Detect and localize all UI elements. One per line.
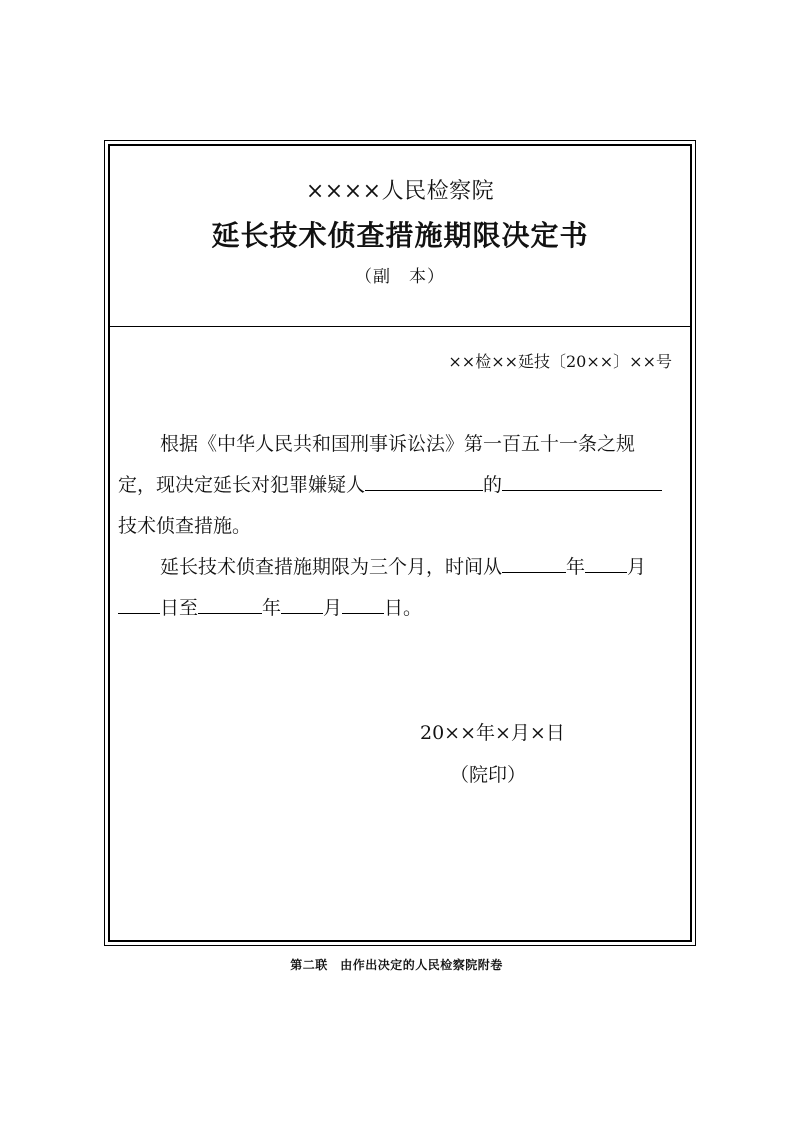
end-month-blank[interactable]: [281, 591, 323, 614]
legal-basis-text: 根据《中华人民共和国刑事诉讼法》第一百五十一条之规: [160, 433, 636, 455]
start-month-label: 月: [627, 556, 647, 578]
form-frame: [104, 140, 696, 946]
body-line-1: [118, 424, 692, 465]
start-year-blank[interactable]: [502, 550, 566, 573]
body-line-2: [118, 465, 692, 506]
end-year-blank[interactable]: [198, 591, 262, 614]
measure-type-blank[interactable]: [502, 468, 662, 491]
signature-date: 20××年×月×日: [420, 722, 565, 744]
measure-text: 技术侦查措施。: [118, 515, 252, 537]
particle-text: 的: [483, 474, 503, 496]
period-text: 延长技术侦查措施期限为三个月，时间从: [160, 556, 503, 578]
end-month-label: 月: [323, 597, 343, 619]
body-line-5: [118, 588, 692, 629]
start-year-label: 年: [566, 556, 586, 578]
end-year-label: 年: [262, 597, 282, 619]
document-title: 延长技术侦查措施期限决定书: [211, 219, 589, 252]
header-box: [110, 146, 690, 327]
body-text: [118, 424, 692, 629]
body-line-3: [118, 506, 692, 547]
end-day-blank[interactable]: [342, 591, 384, 614]
seal-label: （院印）: [450, 764, 527, 786]
document-number: ××检××延技〔20××〕××号: [448, 352, 672, 371]
start-day-label: 日至: [160, 597, 199, 619]
org-name: ××××人民检察院: [305, 179, 495, 204]
start-day-blank[interactable]: [118, 591, 160, 614]
form-inner-border: [108, 144, 692, 942]
suspect-name-blank[interactable]: [365, 468, 483, 491]
body-line-4: [118, 547, 692, 588]
decision-text: 定，现决定延长对犯罪嫌疑人: [118, 474, 366, 496]
end-day-label: 日。: [384, 597, 423, 619]
start-month-blank[interactable]: [585, 550, 627, 573]
footer-note: 第二联 由作出决定的人民检察院附卷: [290, 958, 503, 972]
copy-label: （副 本）: [355, 267, 445, 287]
